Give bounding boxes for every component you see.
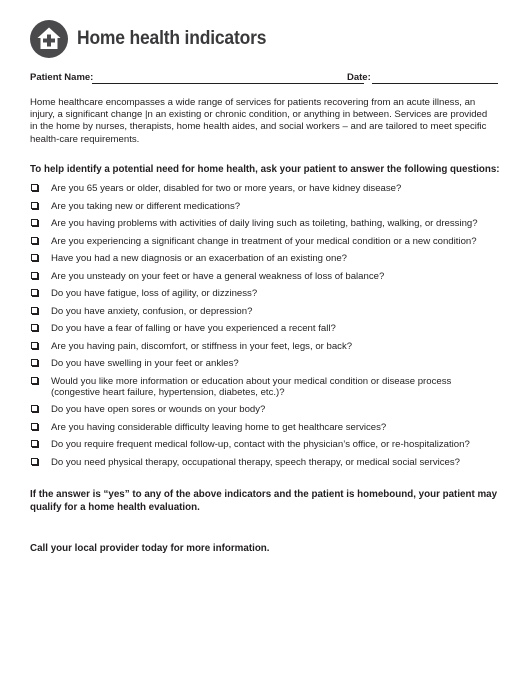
checkbox[interactable] bbox=[31, 405, 38, 412]
checkbox[interactable] bbox=[31, 272, 38, 279]
question-text: Would you like more information or education about your medical condition or disease process (congestive heart failure, hypertension, diabetes, etc.)? bbox=[51, 375, 452, 398]
question-text: Are you 65 years or older, disabled for two or more years, or have kidney disease? bbox=[51, 183, 402, 194]
question-text: Do you have fatigue, loss of agility, or dizziness? bbox=[51, 288, 258, 299]
checkbox[interactable] bbox=[31, 377, 38, 384]
checkbox[interactable] bbox=[31, 359, 38, 366]
checkbox[interactable] bbox=[31, 342, 38, 349]
question-item bbox=[30, 358, 500, 369]
checkbox[interactable] bbox=[31, 324, 38, 331]
date-label: Date: bbox=[347, 72, 371, 83]
question-text: Have you had a new diagnosis or an exacerbation of an existing one? bbox=[51, 253, 348, 264]
patient-name-label: Patient Name: bbox=[30, 72, 94, 83]
question-item bbox=[30, 422, 500, 433]
checkbox[interactable] bbox=[31, 254, 38, 261]
question-item bbox=[30, 306, 500, 317]
question-text: Are you having pain, discomfort, or stiffness in your feet, legs, or back? bbox=[51, 340, 353, 352]
intro-paragraph: Home healthcare encompasses a wide range of services for patients recovering from an acute illness, an injury, a significant change |n an existing or chronic condition, or anything in between. Services are provided in the home by nurses, therapists, home health aides, and social workers – and are tailored to meet specific health-care requirements. bbox=[30, 97, 488, 145]
question-text: Do you have swelling in your feet or ankles? bbox=[51, 358, 239, 369]
question-text: Are you taking new or different medications? bbox=[51, 200, 241, 212]
checkbox[interactable] bbox=[31, 423, 38, 430]
questions-prompt: To help identify a potential need for home health, ask your patient to answer the following questions: bbox=[30, 164, 500, 175]
header bbox=[30, 19, 283, 59]
question-item bbox=[30, 183, 500, 194]
question-text: Are you having problems with activities of daily living such as toileting, bathing, walking, or dressing? bbox=[51, 218, 478, 229]
question-text: Are you experiencing a significant change in treatment of your medical condition or a new condition? bbox=[51, 235, 477, 247]
question-item bbox=[30, 404, 500, 415]
checkbox[interactable] bbox=[31, 184, 38, 191]
checkbox[interactable] bbox=[31, 458, 38, 465]
closing-statement: If the answer is “yes” to any of the above indicators and the patient is homebound, your patient may qualify for a home health evaluation. bbox=[30, 489, 498, 513]
checkbox[interactable] bbox=[31, 237, 38, 244]
checkbox[interactable] bbox=[31, 440, 38, 447]
question-item bbox=[30, 201, 500, 212]
page-title: Home health indicators bbox=[77, 28, 267, 49]
question-item bbox=[30, 341, 500, 352]
question-item bbox=[30, 439, 500, 450]
question-text: Are you unsteady on your feet or have a general weakness of loss of balance? bbox=[51, 270, 385, 282]
question-item bbox=[30, 236, 500, 247]
question-text: Do you have open sores or wounds on your body? bbox=[51, 404, 266, 416]
checkbox[interactable] bbox=[31, 289, 38, 296]
question-item bbox=[30, 271, 500, 282]
question-text: Do you have anxiety, confusion, or depression? bbox=[51, 305, 253, 317]
checkbox[interactable] bbox=[31, 219, 38, 226]
question-text: Are you having considerable difficulty leaving home to get healthcare services? bbox=[51, 421, 387, 433]
question-item bbox=[30, 376, 500, 398]
question-item bbox=[30, 323, 500, 334]
question-text: Do you need physical therapy, occupational therapy, speech therapy, or medical social services? bbox=[51, 456, 461, 468]
date-field[interactable] bbox=[372, 83, 498, 84]
house-medical-cross-icon bbox=[30, 20, 68, 58]
question-item bbox=[30, 253, 500, 264]
questions-list bbox=[30, 183, 500, 468]
checkbox[interactable] bbox=[31, 307, 38, 314]
question-item bbox=[30, 288, 500, 299]
question-item bbox=[30, 218, 500, 229]
question-text: Do you have a fear of falling or have you experienced a recent fall? bbox=[51, 323, 336, 334]
checkbox[interactable] bbox=[31, 202, 38, 209]
question-text: Do you require frequent medical follow-up, contact with the physician’s office, or re-hospitalization? bbox=[51, 439, 470, 451]
patient-name-field[interactable] bbox=[92, 83, 364, 84]
call-to-action: Call your local provider today for more information. bbox=[30, 543, 270, 554]
question-item bbox=[30, 457, 500, 468]
patient-form-fields bbox=[30, 72, 498, 86]
